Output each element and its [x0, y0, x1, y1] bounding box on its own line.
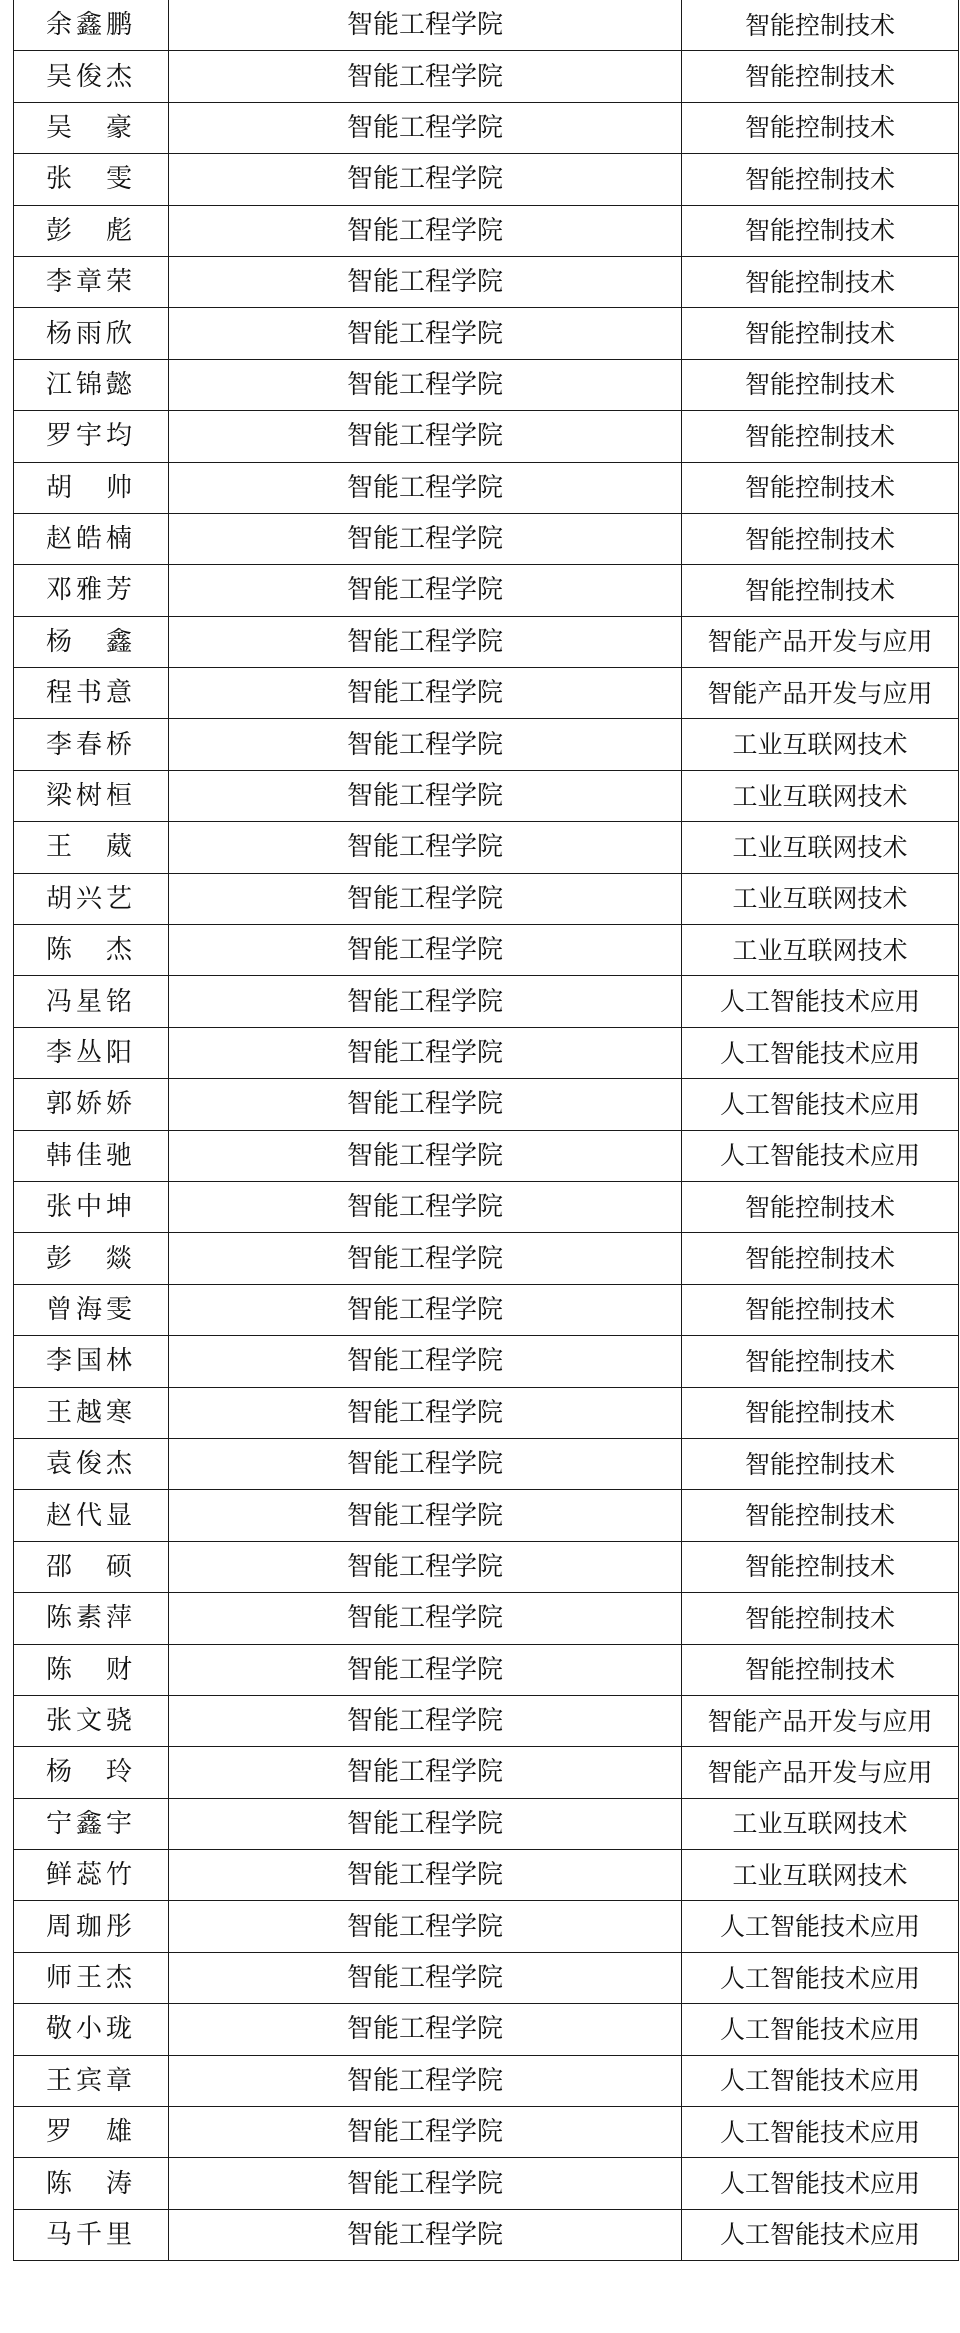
college-cell: 智能工程学院	[169, 719, 682, 770]
college-cell: 智能工程学院	[169, 1952, 682, 2003]
student-name-cell: 邓雅芳	[14, 565, 169, 616]
student-name-cell: 邵 硕	[14, 1541, 169, 1592]
student-name-cell: 吴俊杰	[14, 51, 169, 102]
student-name-cell: 韩佳驰	[14, 1130, 169, 1181]
college-cell: 智能工程学院	[169, 616, 682, 667]
table-row	[14, 1644, 959, 1695]
student-name-cell: 胡 帅	[14, 462, 169, 513]
student-name-cell: 张中坤	[14, 1181, 169, 1232]
student-name-cell: 王 葳	[14, 822, 169, 873]
college-cell: 智能工程学院	[169, 976, 682, 1027]
major-cell: 工业互联网技术	[682, 1798, 959, 1849]
table-row	[14, 1798, 959, 1849]
student-name-cell: 余鑫鹏	[14, 0, 169, 51]
table-row	[14, 565, 959, 616]
table-row	[14, 668, 959, 719]
college-cell: 智能工程学院	[169, 925, 682, 976]
college-cell: 智能工程学院	[169, 1490, 682, 1541]
major-cell: 工业互联网技术	[682, 719, 959, 770]
major-cell: 人工智能技术应用	[682, 1901, 959, 1952]
college-cell: 智能工程学院	[169, 1336, 682, 1387]
major-cell: 智能控制技术	[682, 462, 959, 513]
major-cell: 智能控制技术	[682, 205, 959, 256]
student-name-cell: 杨 玲	[14, 1747, 169, 1798]
college-cell: 智能工程学院	[169, 1695, 682, 1746]
major-cell: 智能控制技术	[682, 1541, 959, 1592]
major-cell: 智能控制技术	[682, 51, 959, 102]
student-name-cell: 师王杰	[14, 1952, 169, 2003]
college-cell: 智能工程学院	[169, 668, 682, 719]
table-row	[14, 1747, 959, 1798]
college-cell: 智能工程学院	[169, 1233, 682, 1284]
table-row	[14, 873, 959, 924]
college-cell: 智能工程学院	[169, 1541, 682, 1592]
major-cell: 智能控制技术	[682, 1181, 959, 1232]
college-cell: 智能工程学院	[169, 308, 682, 359]
major-cell: 智能控制技术	[682, 1490, 959, 1541]
major-cell: 智能控制技术	[682, 1438, 959, 1489]
table-row	[14, 256, 959, 307]
major-cell: 人工智能技术应用	[682, 2004, 959, 2055]
college-cell: 智能工程学院	[169, 1079, 682, 1130]
major-cell: 智能产品开发与应用	[682, 616, 959, 667]
college-cell: 智能工程学院	[169, 0, 682, 51]
major-cell: 工业互联网技术	[682, 770, 959, 821]
table-row	[14, 411, 959, 462]
table-row	[14, 51, 959, 102]
major-cell: 工业互联网技术	[682, 822, 959, 873]
table-row	[14, 359, 959, 410]
student-name-cell: 梁树桓	[14, 770, 169, 821]
college-cell: 智能工程学院	[169, 565, 682, 616]
student-name-cell: 陈 杰	[14, 925, 169, 976]
college-cell: 智能工程学院	[169, 102, 682, 153]
student-name-cell: 张文骁	[14, 1695, 169, 1746]
student-name-cell: 冯星铭	[14, 976, 169, 1027]
college-cell: 智能工程学院	[169, 770, 682, 821]
college-cell: 智能工程学院	[169, 1181, 682, 1232]
major-cell: 智能控制技术	[682, 359, 959, 410]
table-row	[14, 205, 959, 256]
student-name-cell: 陈 财	[14, 1644, 169, 1695]
student-name-cell: 彭 彪	[14, 205, 169, 256]
college-cell: 智能工程学院	[169, 1284, 682, 1335]
college-cell: 智能工程学院	[169, 2055, 682, 2106]
student-name-cell: 敬小珑	[14, 2004, 169, 2055]
college-cell: 智能工程学院	[169, 256, 682, 307]
table-row	[14, 976, 959, 1027]
major-cell: 人工智能技术应用	[682, 1079, 959, 1130]
major-cell: 人工智能技术应用	[682, 1130, 959, 1181]
table-row	[14, 0, 959, 51]
major-cell: 智能控制技术	[682, 0, 959, 51]
major-cell: 工业互联网技术	[682, 873, 959, 924]
student-name-cell: 赵代显	[14, 1490, 169, 1541]
table-row	[14, 2158, 959, 2209]
table-row	[14, 1027, 959, 1078]
roster-body	[14, 0, 959, 2261]
college-cell: 智能工程学院	[169, 359, 682, 410]
major-cell: 人工智能技术应用	[682, 2158, 959, 2209]
table-row	[14, 1233, 959, 1284]
major-cell: 人工智能技术应用	[682, 2107, 959, 2158]
student-name-cell: 曾海雯	[14, 1284, 169, 1335]
college-cell: 智能工程学院	[169, 2107, 682, 2158]
major-cell: 工业互联网技术	[682, 1850, 959, 1901]
student-name-cell: 郭娇娇	[14, 1079, 169, 1130]
college-cell: 智能工程学院	[169, 205, 682, 256]
major-cell: 智能控制技术	[682, 308, 959, 359]
student-name-cell: 马千里	[14, 2209, 169, 2260]
major-cell: 智能控制技术	[682, 154, 959, 205]
college-cell: 智能工程学院	[169, 51, 682, 102]
student-name-cell: 陈 涛	[14, 2158, 169, 2209]
major-cell: 智能控制技术	[682, 1336, 959, 1387]
major-cell: 人工智能技术应用	[682, 2209, 959, 2260]
student-name-cell: 彭 燚	[14, 1233, 169, 1284]
student-name-cell: 杨 鑫	[14, 616, 169, 667]
table-row	[14, 1490, 959, 1541]
student-name-cell: 江锦懿	[14, 359, 169, 410]
table-row	[14, 1336, 959, 1387]
student-name-cell: 李丛阳	[14, 1027, 169, 1078]
college-cell: 智能工程学院	[169, 513, 682, 564]
college-cell: 智能工程学院	[169, 1644, 682, 1695]
major-cell: 人工智能技术应用	[682, 976, 959, 1027]
student-name-cell: 王宾章	[14, 2055, 169, 2106]
college-cell: 智能工程学院	[169, 1798, 682, 1849]
college-cell: 智能工程学院	[169, 2209, 682, 2260]
table-row	[14, 1593, 959, 1644]
college-cell: 智能工程学院	[169, 1438, 682, 1489]
major-cell: 智能控制技术	[682, 1284, 959, 1335]
college-cell: 智能工程学院	[169, 1387, 682, 1438]
major-cell: 智能控制技术	[682, 1593, 959, 1644]
college-cell: 智能工程学院	[169, 411, 682, 462]
student-name-cell: 罗宇均	[14, 411, 169, 462]
student-name-cell: 罗 雄	[14, 2107, 169, 2158]
college-cell: 智能工程学院	[169, 2158, 682, 2209]
student-name-cell: 周珈彤	[14, 1901, 169, 1952]
student-name-cell: 陈素萍	[14, 1593, 169, 1644]
major-cell: 智能控制技术	[682, 1387, 959, 1438]
college-cell: 智能工程学院	[169, 1747, 682, 1798]
table-row	[14, 1695, 959, 1746]
table-row	[14, 822, 959, 873]
table-row	[14, 1130, 959, 1181]
student-name-cell: 吴 豪	[14, 102, 169, 153]
table-row	[14, 616, 959, 667]
table-row	[14, 2209, 959, 2260]
table-row	[14, 770, 959, 821]
major-cell: 智能产品开发与应用	[682, 1695, 959, 1746]
student-roster-table	[13, 0, 959, 2261]
major-cell: 智能控制技术	[682, 513, 959, 564]
major-cell: 智能控制技术	[682, 256, 959, 307]
major-cell: 智能控制技术	[682, 1233, 959, 1284]
college-cell: 智能工程学院	[169, 154, 682, 205]
student-name-cell: 宁鑫宇	[14, 1798, 169, 1849]
table-row	[14, 719, 959, 770]
college-cell: 智能工程学院	[169, 1027, 682, 1078]
student-name-cell: 袁俊杰	[14, 1438, 169, 1489]
college-cell: 智能工程学院	[169, 1593, 682, 1644]
major-cell: 人工智能技术应用	[682, 1027, 959, 1078]
table-row	[14, 1438, 959, 1489]
table-row	[14, 102, 959, 153]
student-name-cell: 鲜蕊竹	[14, 1850, 169, 1901]
table-row	[14, 2107, 959, 2158]
college-cell: 智能工程学院	[169, 1850, 682, 1901]
table-row	[14, 1901, 959, 1952]
major-cell: 智能控制技术	[682, 1644, 959, 1695]
table-row	[14, 1387, 959, 1438]
table-row	[14, 1541, 959, 1592]
major-cell: 智能控制技术	[682, 565, 959, 616]
table-row	[14, 154, 959, 205]
table-row	[14, 308, 959, 359]
student-name-cell: 李国林	[14, 1336, 169, 1387]
table-row	[14, 462, 959, 513]
student-name-cell: 李春桥	[14, 719, 169, 770]
student-name-cell: 胡兴艺	[14, 873, 169, 924]
college-cell: 智能工程学院	[169, 462, 682, 513]
student-name-cell: 赵皓楠	[14, 513, 169, 564]
major-cell: 工业互联网技术	[682, 925, 959, 976]
table-row	[14, 2004, 959, 2055]
college-cell: 智能工程学院	[169, 1901, 682, 1952]
table-row	[14, 1850, 959, 1901]
major-cell: 智能产品开发与应用	[682, 1747, 959, 1798]
student-name-cell: 程书意	[14, 668, 169, 719]
student-name-cell: 张 雯	[14, 154, 169, 205]
student-name-cell: 王越寒	[14, 1387, 169, 1438]
college-cell: 智能工程学院	[169, 822, 682, 873]
college-cell: 智能工程学院	[169, 1130, 682, 1181]
table-row	[14, 1284, 959, 1335]
table-row	[14, 1079, 959, 1130]
major-cell: 智能产品开发与应用	[682, 668, 959, 719]
table-row	[14, 925, 959, 976]
major-cell: 智能控制技术	[682, 102, 959, 153]
college-cell: 智能工程学院	[169, 873, 682, 924]
major-cell: 人工智能技术应用	[682, 2055, 959, 2106]
college-cell: 智能工程学院	[169, 2004, 682, 2055]
major-cell: 人工智能技术应用	[682, 1952, 959, 2003]
table-row	[14, 513, 959, 564]
table-row	[14, 1181, 959, 1232]
student-name-cell: 杨雨欣	[14, 308, 169, 359]
student-name-cell: 李章荣	[14, 256, 169, 307]
major-cell: 智能控制技术	[682, 411, 959, 462]
table-row	[14, 1952, 959, 2003]
table-row	[14, 2055, 959, 2106]
